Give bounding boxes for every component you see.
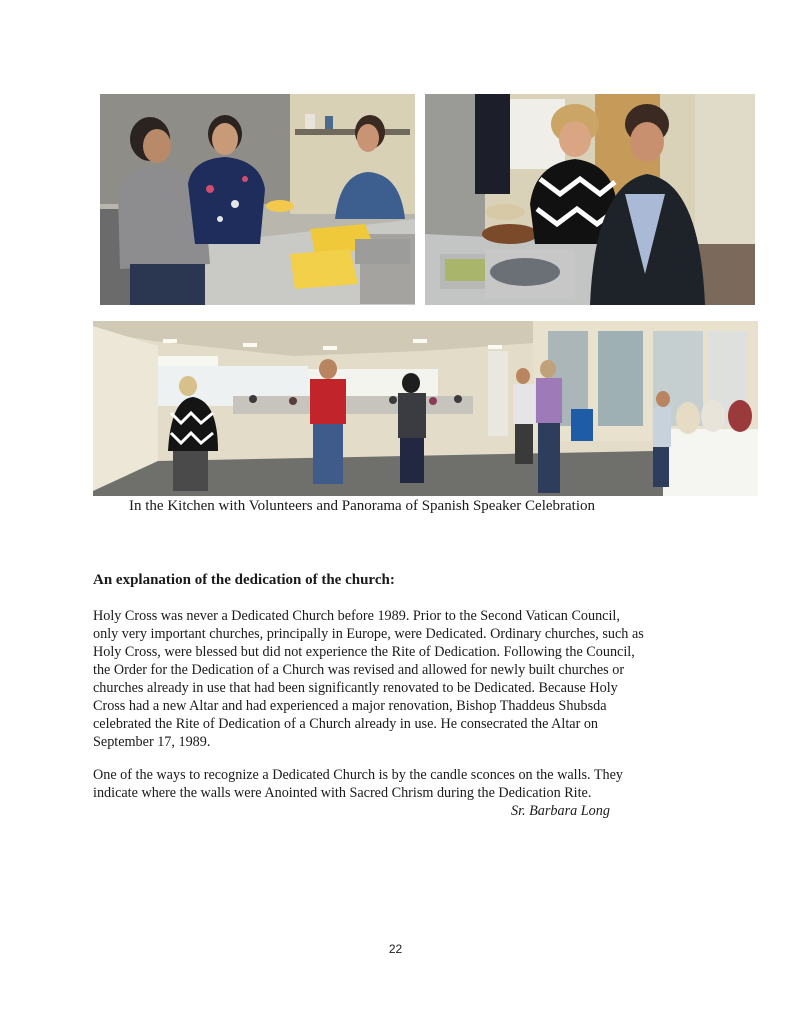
panorama-hall-photo (93, 321, 758, 496)
article-heading: An explanation of the dedication of the church: (93, 572, 395, 588)
paragraph-line: Holy Cross was never a Dedicated Church before 1989. Prior to the Second Vatican Council, (93, 608, 620, 624)
paragraph-line: One of the ways to recognize a Dedicated Church is by the candle sconces on the walls. They (93, 767, 624, 783)
paragraph-line: celebrated the Rite of Dedication of a Church already in use. He consecrated the Altar on (93, 716, 599, 732)
paragraph-line: Cross had a new Altar and had experienced a major renovation, Bishop Thaddeus Shubsda (93, 698, 607, 714)
paragraph-2 (93, 766, 713, 802)
author-signature: Sr. Barbara Long (511, 803, 610, 819)
paragraph-line: only very important churches, principally in Europe, were Dedicated. Ordinary churches, such as (93, 626, 644, 642)
kitchen-volunteers-photo-1 (100, 94, 415, 305)
kitchen-volunteers-photo-2 (425, 94, 755, 305)
paragraph-line: September 17, 1989. (93, 734, 211, 750)
paragraph-line: churches already in use that had been significantly renovated to be Dedicated. Because Holy (93, 680, 618, 696)
paragraph-line: indicate where the walls were Anointed with Sacred Chrism during the Dedication Rite. (93, 785, 592, 801)
paragraph-line: the Order for the Dedication of a Church was revised and allowed for newly built churches or (93, 662, 625, 678)
page-number: 22 (388, 942, 403, 956)
photo-caption: In the Kitchen with Volunteers and Panorama of Spanish Speaker Celebration (129, 498, 596, 514)
paragraph-1 (93, 607, 713, 751)
paragraph-line: Holy Cross, were blessed but did not experience the Rite of Dedication. Following the Council, (93, 644, 635, 660)
